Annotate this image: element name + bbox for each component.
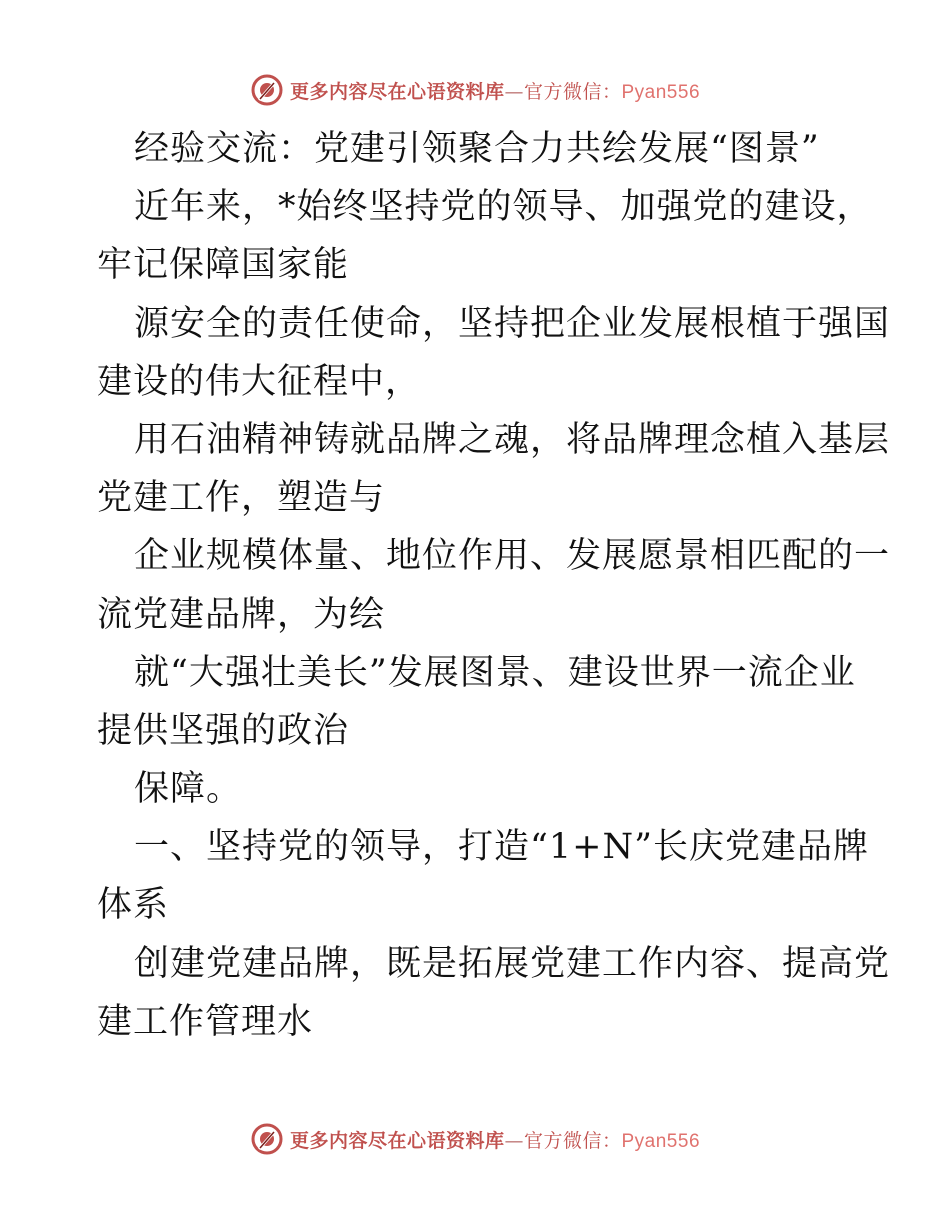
text-line: 企业规模体量、地位作用、发展愿景相匹配的一: [134, 536, 891, 577]
text-line: 牢记保障国家能: [97, 245, 350, 286]
text-line: 一、坚持党的领导，打造“1+N”长庆党建品牌: [134, 827, 870, 868]
text-line: 建工作管理水: [97, 1001, 314, 1042]
text-line: 源安全的责任使命，坚持把企业发展根植于强国: [134, 303, 891, 344]
watermark-text: 更多内容尽在心语资料库—官方微信：Pyan556: [289, 1129, 701, 1152]
header-watermark: [0, 70, 950, 110]
text-line: 流党建品牌，为绘: [97, 594, 386, 635]
text-line: 保障。: [134, 769, 243, 810]
text-line: 提供坚强的政治: [97, 710, 350, 751]
text-line: 经验交流：党建引领聚合力共绘发展“图景”: [134, 129, 820, 169]
text-line: 创建党建品牌，既是拓展党建工作内容、提高党: [134, 943, 891, 984]
text-line: 建设的伟大征程中，: [97, 361, 422, 402]
text-line: 近年来，*始终坚持党的领导、加强党的建设，: [134, 187, 873, 228]
brand-logo-icon: [250, 1122, 284, 1156]
footer-watermark: [0, 1119, 950, 1159]
watermark-text: 更多内容尽在心语资料库—官方微信：Pyan556: [289, 80, 701, 103]
brand-logo-icon: [250, 73, 284, 107]
text-line: 党建工作，塑造与: [97, 478, 386, 519]
text-line: 体系: [97, 885, 170, 926]
document-body: [97, 120, 891, 1051]
text-line: 用石油精神铸就品牌之魂，将品牌理念植入基层: [134, 419, 891, 460]
text-line: 就“大强壮美长”发展图景、建设世界一流企业: [134, 652, 856, 693]
